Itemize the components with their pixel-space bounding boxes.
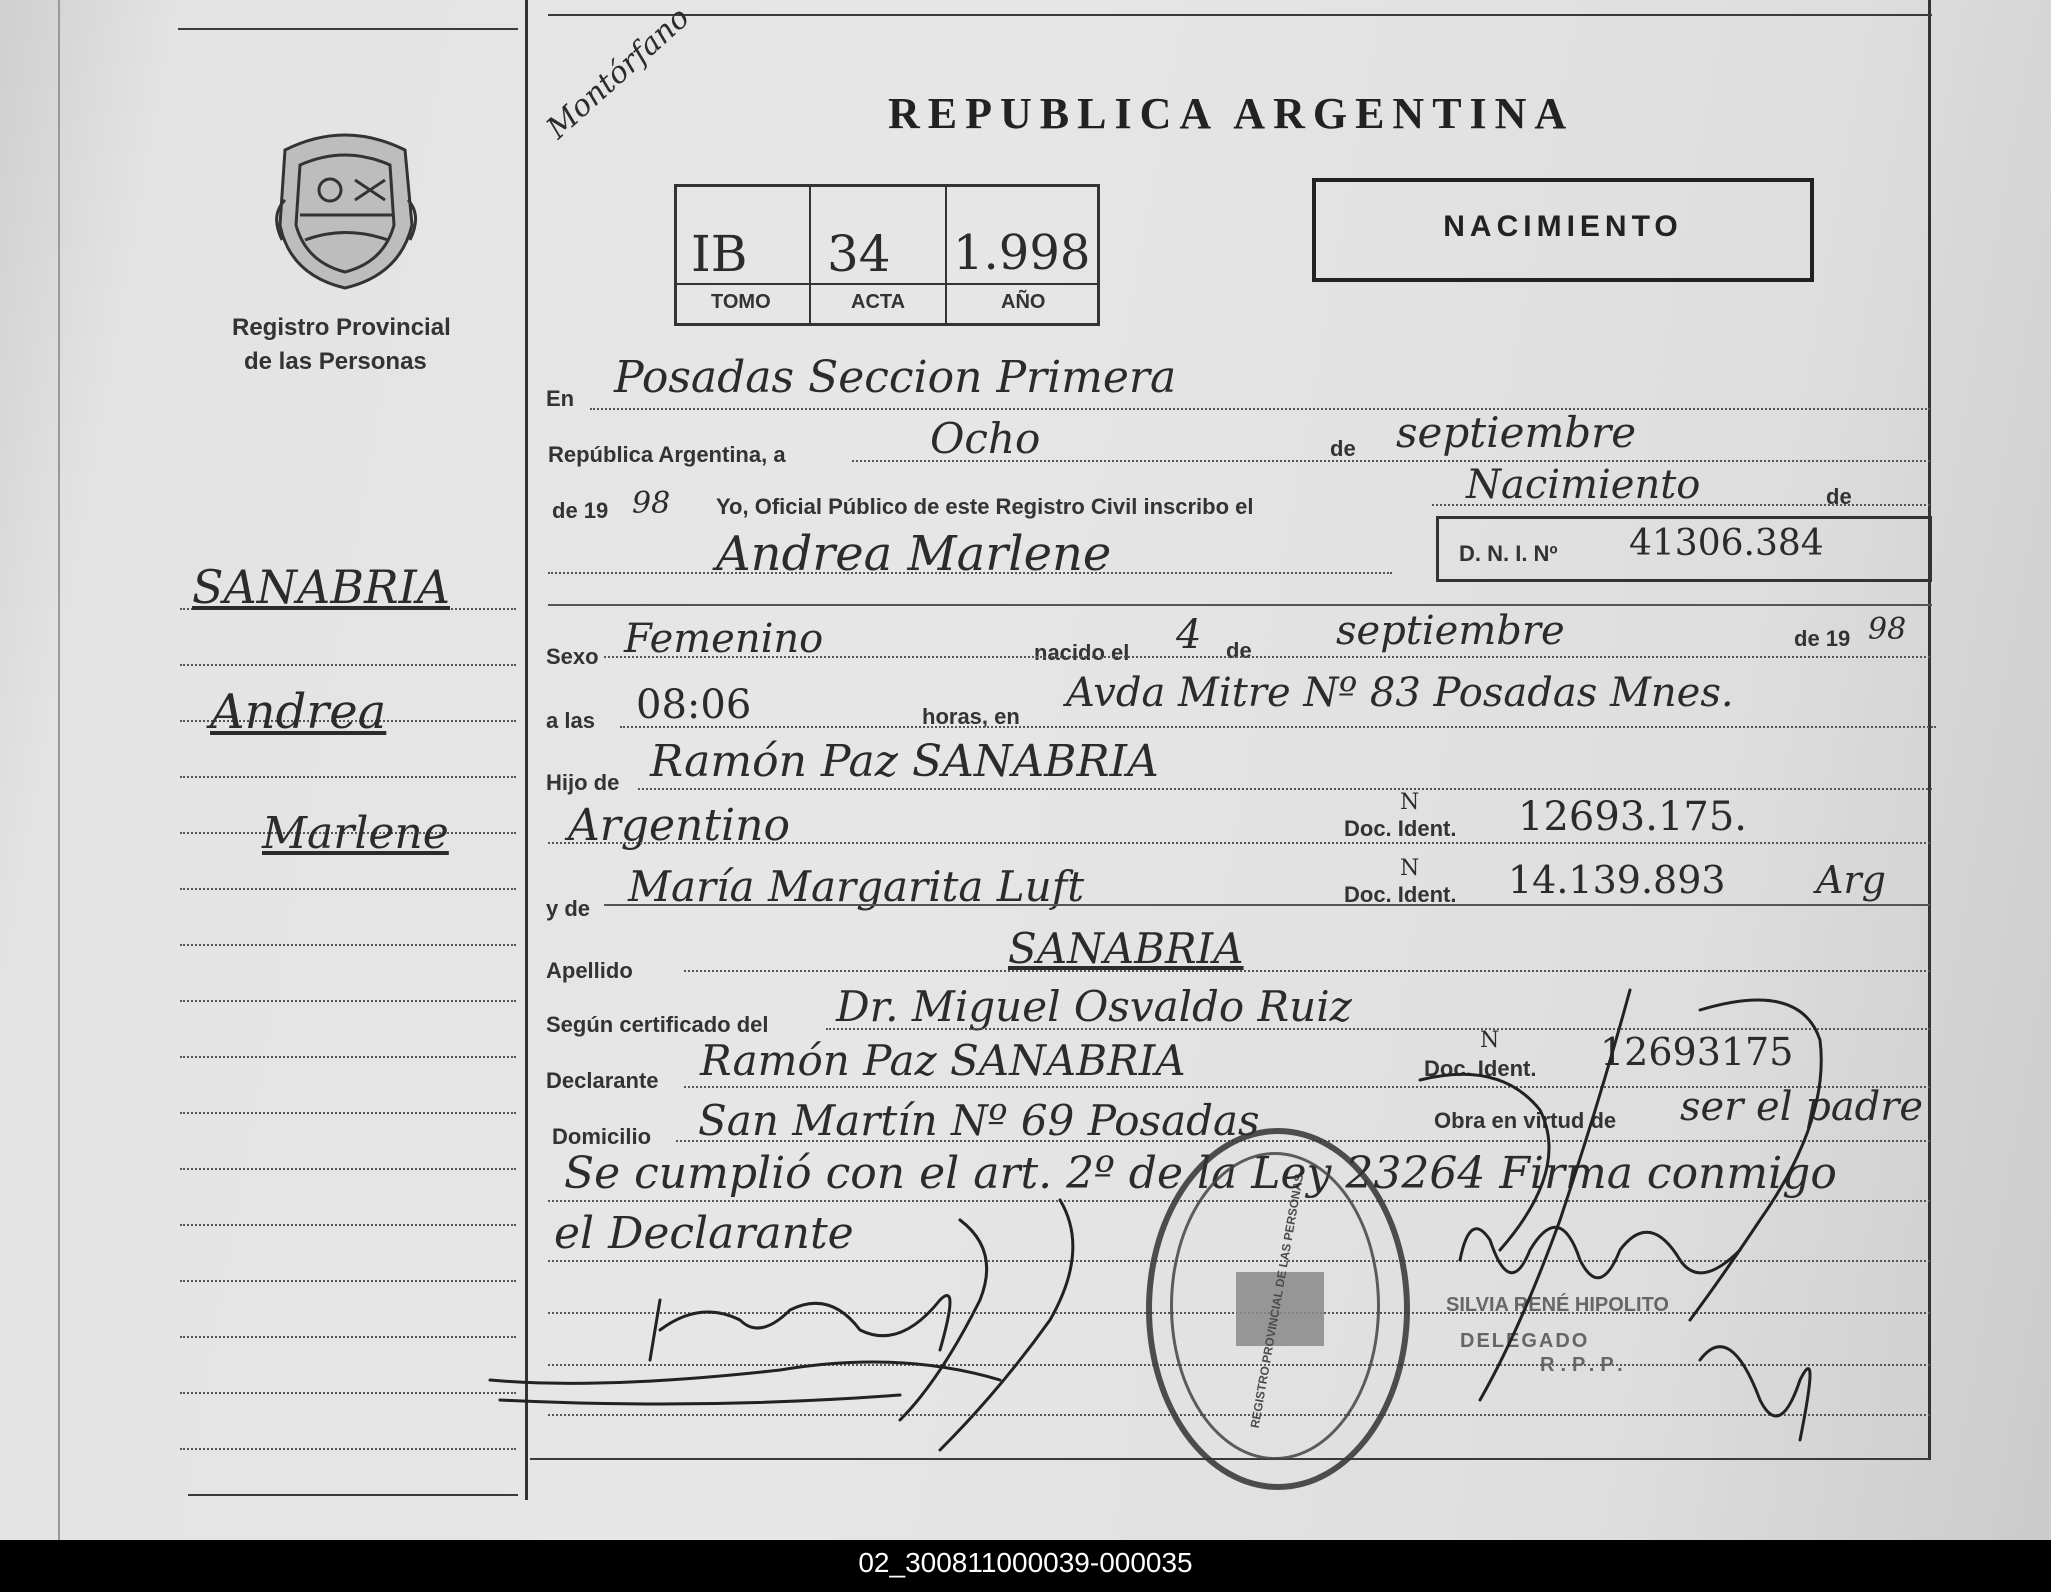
month-value: septiembre	[1396, 408, 1637, 457]
mother-nationality: Arg	[1816, 858, 1886, 902]
act-type-label: NACIMIENTO	[1443, 210, 1683, 243]
apellido-value: SANABRIA	[1008, 924, 1244, 973]
margin-ruled-line	[180, 1392, 516, 1394]
dni-box	[1436, 516, 1932, 582]
officer-title: DELEGADO	[1460, 1330, 1590, 1352]
birth-day: 4	[1176, 612, 1202, 658]
doctor-name: Dr. Miguel Osvaldo Ruiz	[836, 982, 1352, 1031]
margin-ruled-line	[180, 664, 516, 666]
doc-label-mother: Doc. Ident.	[1344, 882, 1457, 907]
hijo-label: Hijo de	[546, 770, 620, 795]
year-prefix: de 19	[552, 498, 609, 523]
birth-year: 98	[1868, 612, 1907, 647]
dni-value: 41306.384	[1629, 523, 1824, 564]
doc-sup-declarante: N	[1480, 1028, 1500, 1053]
doc-sup-father: N	[1400, 790, 1420, 815]
obra-value: ser el padre	[1680, 1084, 1924, 1130]
de-label-3: de	[1226, 638, 1252, 663]
margin-ruled-line	[180, 1056, 516, 1058]
declarante-label: Declarante	[546, 1068, 659, 1093]
margin-ruled-line	[180, 1000, 516, 1002]
alas-label: a las	[546, 708, 595, 733]
margin-ruled-line	[180, 1336, 516, 1338]
mother-name: María Margarita Luft	[628, 862, 1085, 911]
en-label: En	[546, 386, 575, 411]
father-name: Ramón Paz SANABRIA	[650, 736, 1159, 787]
tomo-label: TOMO	[711, 291, 771, 313]
margin-ruled-line	[180, 888, 516, 890]
bottom-rule-left	[188, 1494, 518, 1496]
de-label-2: de	[1826, 484, 1852, 509]
ano-value: 1.998	[953, 225, 1091, 281]
margin-note: Montórfano	[540, 0, 697, 147]
declarante-doc: 12693175	[1600, 1030, 1794, 1074]
doc-label-declarante: Doc. Ident.	[1424, 1056, 1537, 1081]
place-value: Posadas Seccion Primera	[614, 352, 1177, 403]
domicilio-label: Domicilio	[552, 1124, 652, 1149]
sexo-value: Femenino	[624, 616, 824, 662]
yo-label: Yo, Oficial Público de este Registro Civil inscribo el	[716, 494, 1254, 519]
top-rule-right	[548, 14, 1932, 16]
top-rule-left	[178, 28, 518, 30]
margin-ruled-line	[180, 1224, 516, 1226]
obra-label: Obra en virtud de	[1434, 1108, 1617, 1133]
father-nationality: Argentino	[568, 800, 790, 851]
domicilio-value: San Martín Nº 69 Posadas	[698, 1096, 1260, 1145]
acta-value: 34	[827, 225, 891, 283]
seal-text: REGISTRO PROVINCIAL DE LAS PERSONAS	[1247, 1172, 1307, 1430]
father-doc: 12693.175.	[1518, 794, 1748, 840]
acta-label: ACTA	[851, 291, 906, 313]
apellido-label: Apellido	[546, 958, 633, 983]
margin-ruled-line	[180, 1280, 516, 1282]
day-written: Ocho	[930, 414, 1041, 463]
act-written: Nacimiento	[1466, 462, 1701, 508]
column-divider	[525, 0, 528, 1500]
doc-sup-mother: N	[1400, 856, 1420, 881]
margin-surname: SANABRIA	[192, 560, 451, 614]
child-name: Andrea Marlene	[716, 526, 1112, 582]
doc-label-father: Doc. Ident.	[1344, 816, 1457, 841]
year-suffix: 98	[632, 486, 671, 521]
margin-ruled-line	[180, 1112, 516, 1114]
margin-ruled-line	[180, 1448, 516, 1450]
birth-time: 08:06	[636, 682, 752, 728]
record-box	[674, 184, 1100, 326]
de19-label: de 19	[1794, 626, 1851, 651]
dni-label: D. N. I. Nº	[1459, 541, 1558, 566]
official-seal-stamp	[1146, 1128, 1410, 1490]
horas-label: horas, en	[922, 704, 1020, 729]
mother-doc: 14.139.893	[1508, 858, 1726, 902]
margin-ruled-line	[180, 944, 516, 946]
republica-label: República Argentina, a	[548, 442, 786, 467]
officer-name: SILVIA RENÉ HIPOLITO	[1446, 1294, 1669, 1316]
yde-label: y de	[546, 896, 591, 921]
sexo-label: Sexo	[546, 644, 599, 669]
country-title: REPUBLICA ARGENTINA	[888, 89, 1575, 138]
margin-middle-name: Marlene	[262, 808, 449, 859]
left-margin-border	[58, 0, 60, 1540]
note-line-1: Se cumplió con el art. 2º de la Ley 23264 Firma conmigo	[564, 1148, 1837, 1199]
nacido-label: nacido el	[1034, 640, 1130, 665]
act-type-box	[1312, 178, 1814, 282]
note-line-2: el Declarante	[554, 1208, 854, 1259]
margin-ruled-line	[180, 776, 516, 778]
ano-label: AÑO	[1001, 291, 1046, 313]
margin-ruled-line	[180, 1168, 516, 1170]
image-id-caption: 02_300811000039-000035	[0, 1540, 2051, 1592]
margin-first-name: Andrea	[210, 684, 387, 740]
segun-label: Según certificado del	[546, 1012, 769, 1037]
right-frame-border	[1928, 0, 1931, 1460]
officer-sub: R.P.P.	[1540, 1354, 1629, 1376]
birth-place: Avda Mitre Nº 83 Posadas Mnes.	[1066, 670, 1734, 716]
birth-month: septiembre	[1336, 608, 1565, 654]
registry-name-line2: de las Personas	[244, 348, 427, 375]
de-label-1: de	[1330, 436, 1356, 461]
registry-name-line1: Registro Provincial	[232, 314, 451, 341]
declarante-name: Ramón Paz SANABRIA	[700, 1036, 1186, 1085]
tomo-value: IB	[691, 225, 748, 283]
